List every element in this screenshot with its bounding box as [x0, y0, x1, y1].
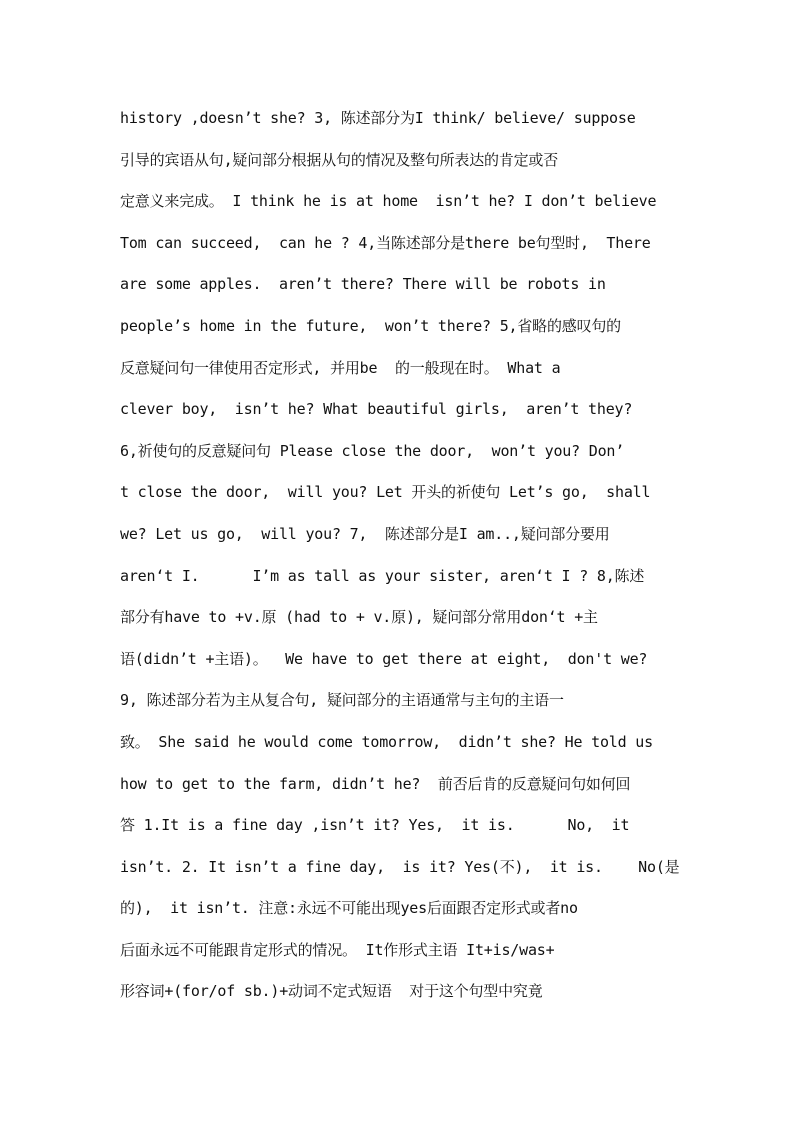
text-line: Tom can succeed, can he ? 4,当陈述部分是there be句型时, There [120, 233, 651, 252]
text-line: 后面永远不可能跟肯定形式的情况。 It作形式主语 It+is/was+ [120, 940, 555, 959]
text-line: t close the door, will you? Let 开头的祈使句 Let’s go, shall [120, 483, 651, 502]
text-line: 答 1.It is a fine day ,isn’t it? Yes, it is. No, it [120, 816, 630, 835]
text-line: 定意义来完成。 I think he is at home isn’t he? I don’t believe [120, 192, 657, 211]
text-line: 9, 陈述部分若为主从复合句, 疑问部分的主语通常与主句的主语一 [120, 691, 564, 710]
text-line: history ,doesn’t she? 3, 陈述部分为I think/ believe/ suppose [120, 109, 636, 127]
text-line: people’s home in the future, won’t there? 5,省略的感叹句的 [120, 316, 621, 335]
text-line: 语(didn’t +主语)。 We have to get there at eight, don't we? [120, 649, 648, 668]
text-line: 6,祈使句的反意疑问句 Please close the door, won’t you? Don’ [120, 441, 625, 460]
text-line: are some apples. aren’t there? There will be robots in [120, 275, 606, 294]
text-line: 形容词+(for/of sb.)+动词不定式短语 对于这个句型中究竟 [120, 982, 543, 1001]
text-line: how to get to the farm, didn’t he? 前否后肯的反意疑问句如何回 [120, 774, 631, 793]
text-line: aren‘t I. I’m as tall as your sister, aren‘t I ? 8,陈述 [120, 566, 645, 585]
text-line: 致。 She said he would come tomorrow, didn’t she? He told us [120, 732, 653, 751]
text-line: isn’t. 2. It isn’t a fine day, is it? Yes(不), it is. No(是 [120, 857, 680, 876]
text-line: 反意疑问句一律使用否定形式, 并用be 的一般现在时。 What a [120, 358, 561, 377]
text-line: 引导的宾语从句,疑问部分根据从句的情况及整句所表达的肯定或否 [120, 150, 559, 169]
body-text [120, 98, 780, 1013]
text-line: 的), it isn’t. 注意:永远不可能出现yes后面跟否定形式或者no [120, 899, 578, 918]
text-line: clever boy, isn’t he? What beautiful girls, aren’t they? [120, 400, 633, 419]
text-line: we? Let us go, will you? 7, 陈述部分是I am..,疑问部分要用 [120, 524, 610, 543]
text-line: 部分有have to +v.原 (had to + v.原), 疑问部分常用don‘t +主 [120, 608, 598, 627]
